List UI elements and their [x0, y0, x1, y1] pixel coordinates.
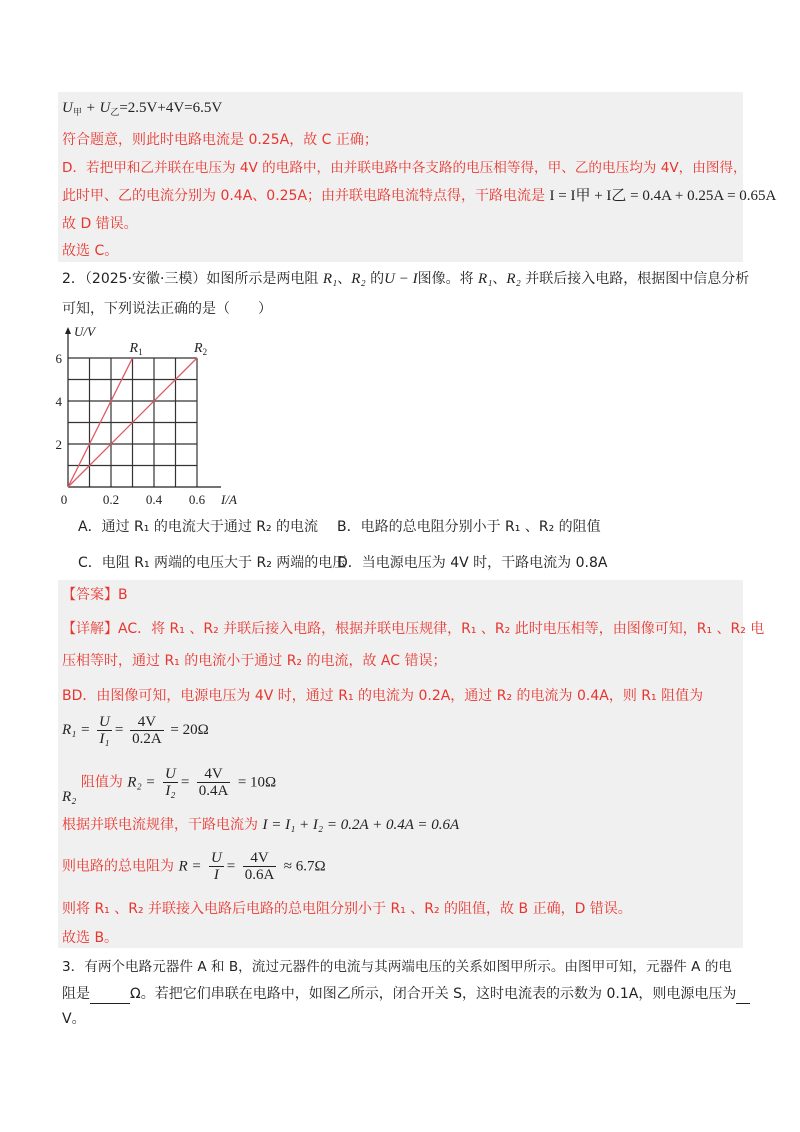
answer-label: 【答案】 [62, 587, 118, 603]
option-a[interactable]: A．通过 R₁ 的电流大于通过 R₂ 的电流 [78, 519, 319, 535]
chart-labels [56, 324, 237, 507]
question-3-line-2: 阻是 Ω。若把它们串联在电路中，如图乙所示，闭合开关 S，这时电流表的示数为 0.1A，则电源电压为 [62, 985, 750, 1004]
option-d[interactable]: D．当电源电压为 4V 时，干路电流为 0.8A [337, 555, 608, 571]
answer-value: B [118, 587, 128, 603]
x-tick-label: 0.6 [188, 492, 206, 507]
sum-equation: $U_甲 + U_乙=2.5V+4V=6.5V$ [62, 100, 223, 117]
x-tick-label: 0 [60, 492, 68, 507]
solution-line-2: 符合题意，则此时电路电流是 0.25A，故 C 正确； [62, 132, 378, 148]
answer-blank-1[interactable] [90, 985, 130, 1004]
equation-r2-line: R₂ 阻值为 R₂ = $\frac{U}{\text{I₂}}$ = $\frac{4V}{0.4A}$ = 10Ω [62, 766, 277, 805]
y-axis-arrow [65, 327, 71, 334]
detail-line-3: BD．由图像可知，电源电压为 4V 时，通过 R₁ 的电流为 0.2A，通过 R₂ 的电流为 0.4A，则 R₁ 阻值为 [62, 688, 704, 704]
solution-line-3: D．若把甲和乙并联在电压为 4V 的电路中，由并联电路中各支路的电压相等得，甲、乙的电压均为 4V，由图得， [62, 160, 747, 176]
ui-graph [48, 322, 278, 507]
detail-line-9: 故选 B。 [62, 930, 119, 946]
detail-line-7: 则电路的总电阻为 R = $\frac{U}{I}$ = $\frac{4V}{0.6A}$ ≈ 6.7Ω [62, 850, 326, 883]
solution-line-5: 故 D 错误。 [62, 216, 138, 232]
detail-line-8: 则将 R₁ 、R₂ 并联接入电路后电路的总电阻分别小于 R₁ 、R₂ 的阻值，故 B 正确，D 错误。 [62, 901, 632, 917]
x-tick-label: 0.4 [145, 492, 163, 507]
series-label-r1: $R_1$ [129, 341, 143, 357]
question-3-line-3: V。 [62, 1011, 86, 1027]
answer-blank-2[interactable] [736, 985, 750, 1004]
question-2-stem-line-1: 2．（2025·安徽·三模）如图所示是两电阻 R₁、R₂ 的U − I图像。将 R₁、R₂ 并联后接入电路，根据图中信息分析 [62, 271, 750, 287]
option-c[interactable]: C．电阻 R₁ 两端的电压大于 R₂ 两端的电压 [78, 555, 347, 571]
x-axis-label: I/A [221, 492, 237, 507]
solution-line-6: 故选 C。 [62, 243, 119, 259]
detail-line-6: 根据并联电流规律，干路电流为 I = I₁ + I₂ = 0.2A + 0.4A = 0.6A [62, 817, 460, 833]
detail-line-1: 【详解】AC．将 R₁ 、R₂ 并联后接入电路，根据并联电压规律，R₁ 、R₂ 此时电压相等，由图像可知，R₁ 、R₂ 电 [62, 621, 765, 637]
solution-line-4: 此时甲、乙的电流分别为 0.4A、0.25A；由并联电路电流特点得，干路电流是 I = I甲 + I乙 = 0.4A + 0.25A = 0.65A [62, 188, 777, 204]
y-tick-label: 4 [55, 394, 62, 409]
y-tick-label: 2 [55, 437, 62, 452]
series-label-r2: $R_2$ [194, 341, 208, 357]
y-axis-label: U/V [74, 324, 95, 339]
detail-label: 【详解】 [62, 621, 118, 637]
answer-line [62, 586, 128, 604]
y-tick-label: 6 [55, 351, 62, 366]
option-b[interactable]: B．电路的总电阻分别小于 R₁ 、R₂ 的阻值 [337, 519, 601, 535]
x-tick-label: 0.2 [102, 492, 120, 507]
question-2-stem-line-2: 可知，下列说法正确的是（ ） [62, 301, 272, 317]
question-3-line-1: 3．有两个电路元器件 A 和 B，流过元器件的电流与其两端电压的关系如图甲所示。由图甲可知，元器件 A 的电 [62, 959, 732, 975]
detail-line-2: 压相等时，通过 R₁ 的电流小于通过 R₂ 的电流，故 AC 错误； [62, 653, 447, 669]
equation-r1: R₁ = $\frac{U}{\text{I₁}}$ = $\frac{4V}{0.2A}$ = 20Ω [62, 714, 209, 747]
